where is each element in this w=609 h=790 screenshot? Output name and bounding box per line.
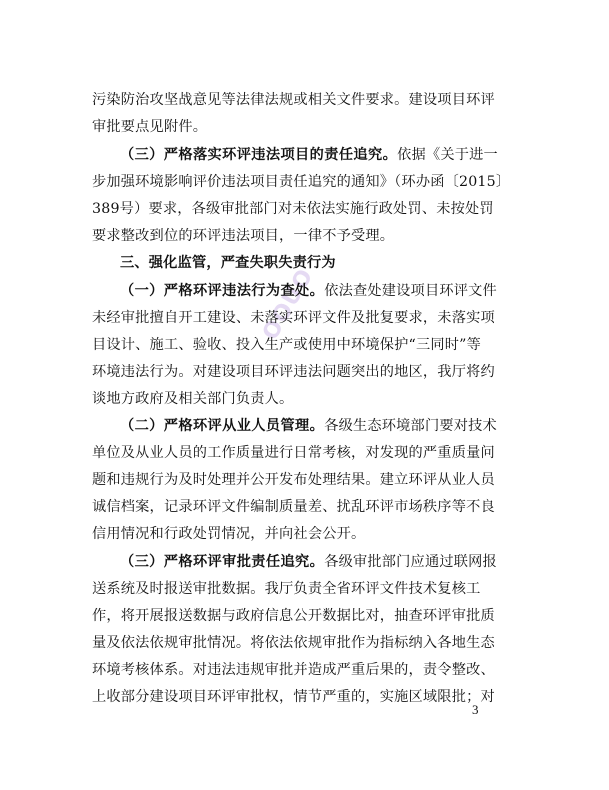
text-segment: 量及依法依规审批情况。将依法依规审批作为指标纳入各地生态 bbox=[92, 635, 495, 651]
text-segment: 各级生态环境部门要对技术 bbox=[324, 418, 497, 434]
text-line bbox=[92, 226, 516, 246]
text-line bbox=[92, 308, 516, 328]
text-line bbox=[92, 362, 516, 382]
text-segment: 审批要点见附件。 bbox=[92, 119, 208, 135]
text-line bbox=[120, 552, 516, 572]
subsection-title: （一）严格环评违法行为查处。 bbox=[120, 283, 325, 299]
section-heading-text: 三、强化监管，严查失职失责行为 bbox=[120, 255, 336, 271]
text-line bbox=[92, 389, 516, 409]
text-segment: 步加强环境影响评价违法项目责任追究的通知》（环办函〔2015〕 bbox=[92, 174, 511, 190]
text-line bbox=[92, 524, 516, 544]
text-line bbox=[92, 497, 516, 517]
text-segment: 依法查处建设项目环评文件 bbox=[324, 283, 497, 299]
text-segment: 目设计、施工、验收、投入生产或使用中环境保护“三同时”等 bbox=[92, 337, 481, 353]
text-segment: 上收部分建设项目环评审批权，情节严重的，实施区域限批；对 bbox=[92, 689, 495, 705]
text-segment: 污染防治攻坚战意见等法律法规或相关文件要求。建设项目环评 bbox=[92, 92, 495, 108]
watermark: OOUO bbox=[258, 264, 319, 345]
text-segment: 各级审批部门应通过联网报 bbox=[324, 554, 497, 570]
section-heading bbox=[120, 253, 516, 273]
text-line bbox=[120, 145, 516, 165]
text-line bbox=[92, 660, 516, 680]
text-line bbox=[92, 579, 516, 599]
subsection-title: （三）严格环评审批责任追究。 bbox=[120, 554, 325, 570]
text-segment: 单位及从业人员的工作质量进行日常考核，对发现的严重质量问 bbox=[92, 445, 495, 461]
page-number: 3 bbox=[472, 702, 479, 717]
text-segment: 信用情况和行政处罚情况，并向社会公开。 bbox=[92, 526, 366, 542]
text-segment: 诚信档案，记录环评文件编制质量差、扰乱环评市场秩序等不良 bbox=[92, 499, 495, 515]
subsection-title: （三）严格落实环评违法项目的责任追究。 bbox=[120, 147, 398, 163]
text-segment: 389号）要求，各级审批部门对未依法实施行政处罚、未按处罚 bbox=[92, 201, 494, 217]
text-line bbox=[92, 470, 516, 490]
text-line bbox=[120, 281, 516, 301]
text-segment: 环境考核体系。对违法违规审批并造成严重后果的，责令整改、 bbox=[92, 662, 495, 678]
text-segment: 依据《关于进一 bbox=[397, 147, 498, 163]
text-line bbox=[92, 199, 516, 219]
text-segment: 未经审批擅自开工建设、未落实环评文件及批复要求，未落实项 bbox=[92, 310, 495, 326]
text-line bbox=[92, 172, 516, 192]
text-line bbox=[92, 90, 516, 110]
text-line bbox=[92, 443, 516, 463]
text-line bbox=[120, 416, 516, 436]
text-segment: 题和违规行为及时处理并公开发布处理结果。建立环评从业人员 bbox=[92, 472, 495, 488]
text-segment: 要求整改到位的环评违法项目，一律不予受理。 bbox=[92, 228, 395, 244]
text-line bbox=[92, 687, 516, 707]
subsection-title: （二）严格环评从业人员管理。 bbox=[120, 418, 325, 434]
text-line bbox=[92, 117, 516, 137]
text-segment: 环境违法行为。对建设项目环评违法问题突出的地区，我厅将约 bbox=[92, 364, 495, 380]
text-segment: 谈地方政府及相关部门负责人。 bbox=[92, 391, 294, 407]
text-line bbox=[92, 633, 516, 653]
text-segment: 作，将开展报送数据与政府信息公开数据比对，抽查环评审批质 bbox=[92, 608, 495, 624]
text-line bbox=[92, 606, 516, 626]
text-line bbox=[92, 335, 516, 355]
text-segment: 送系统及时报送审批数据。我厅负责全省环评文件技术复核工 bbox=[92, 581, 481, 597]
